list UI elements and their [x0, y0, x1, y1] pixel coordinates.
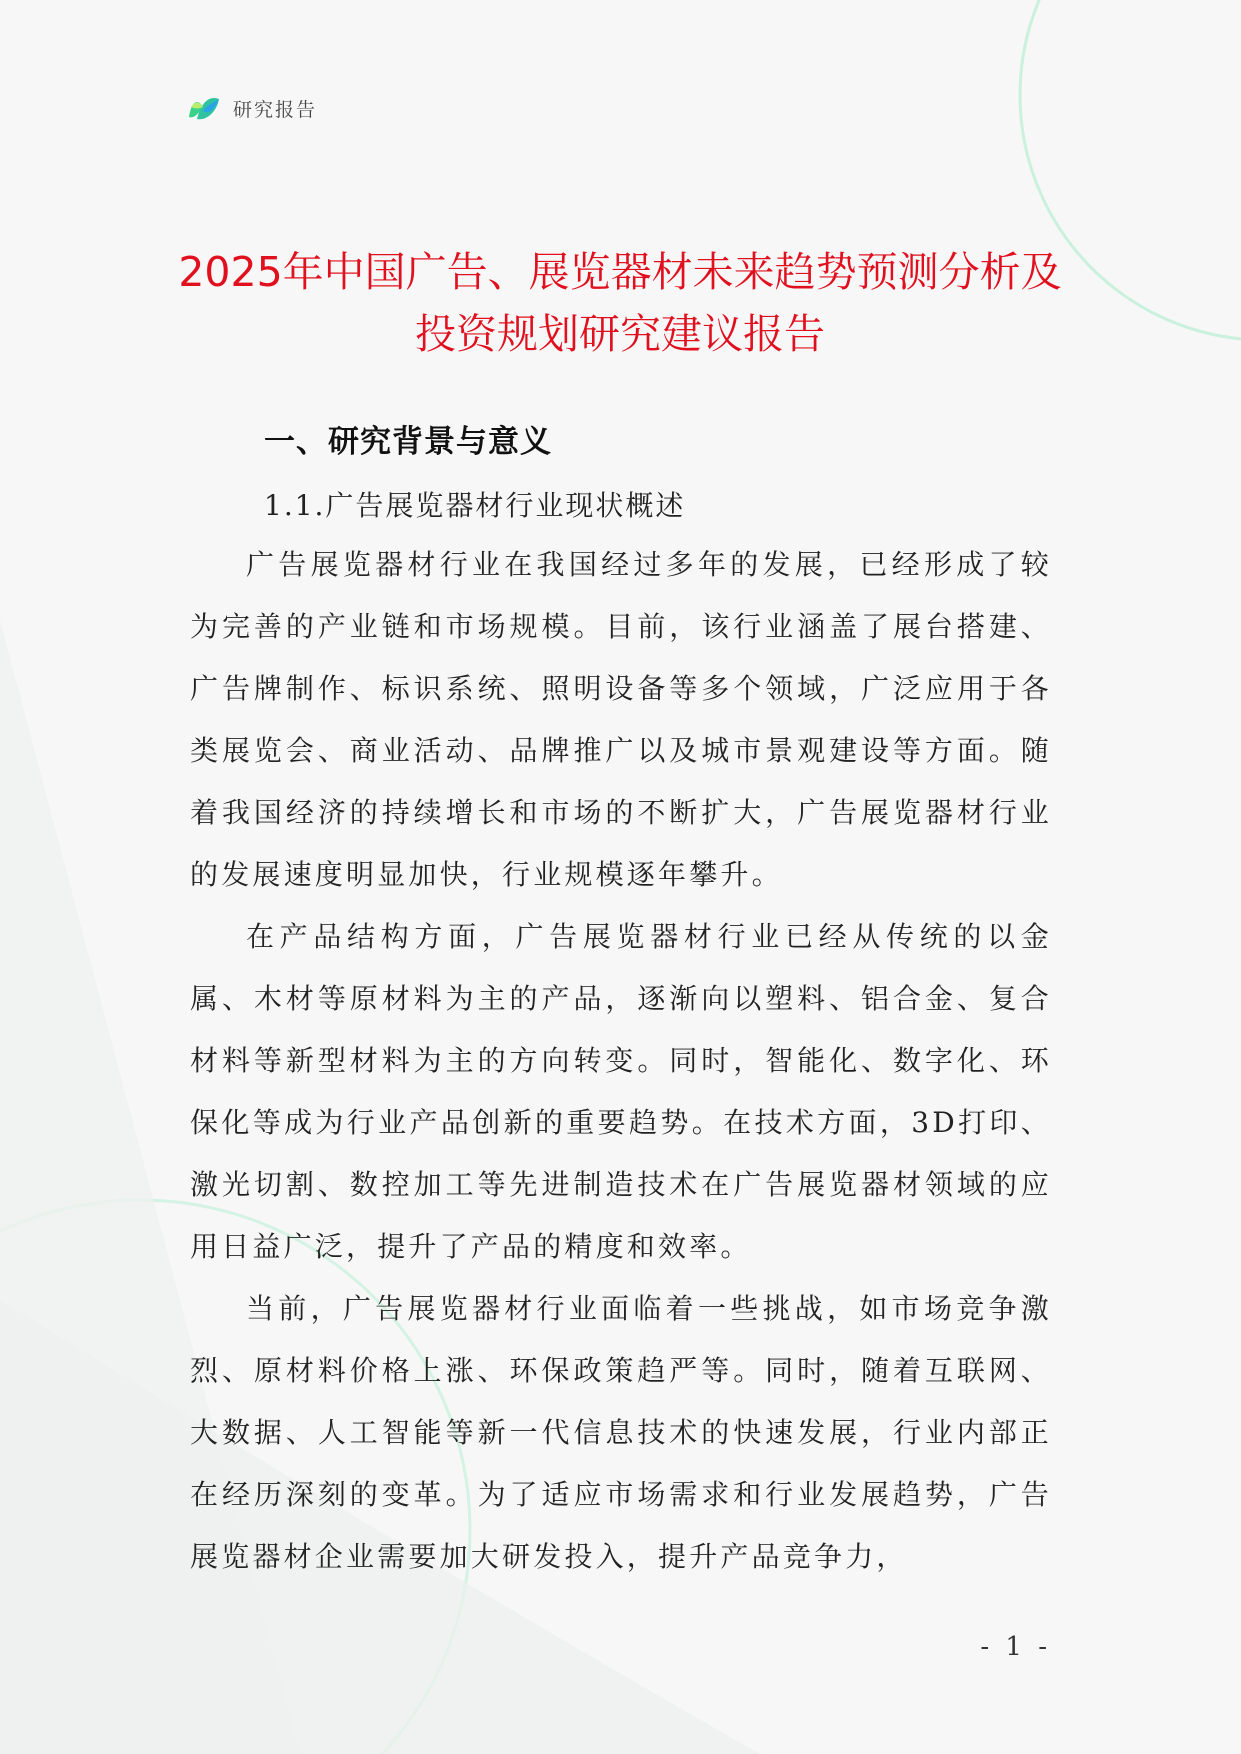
brand-leaf-logo-icon [187, 93, 221, 123]
section-subheading: 1.1.广告展览器材行业现状概述 [264, 489, 686, 522]
body-text [190, 534, 1052, 1588]
report-header [187, 88, 317, 128]
header-label: 研究报告 [233, 98, 318, 121]
section-heading: 一、研究背景与意义 [264, 424, 552, 460]
paragraph-1: 广告展览器材行业在我国经过多年的发展，已经形成了较为完善的产业链和市场规模。目前，该行业涵盖了展台搭建、广告牌制作、标识系统、照明设备等多个领域，广泛应用于各类展览会、商业活动、品牌推广以及城市景观建设等方面。随着我国经济的持续增长和市场的不断扩大，广告展览器材行业的发展速度明显加快，行业规模逐年攀升。 [190, 548, 1052, 891]
paragraph-3: 当前，广告展览器材行业面临着一些挑战，如市场竞争激烈、原材料价格上涨、环保政策趋严等。同时，随着互联网、大数据、人工智能等新一代信息技术的快速发展，行业内部正在经历深刻的变革。为了适应市场需求和行业发展趋势，广告展览器材企业需要加大研发投入，提升产品竞争力， [190, 1292, 1052, 1573]
page-number: - 1 - [980, 1632, 1051, 1662]
paragraph-2: 在产品结构方面，广告展览器材行业已经从传统的以金属、木材等原材料为主的产品，逐渐向以塑料、铝合金、复合材料等新型材料为主的方向转变。同时，智能化、数字化、环保化等成为行业产品创新的重要趋势。在技术方面，3D打印、激光切割、数控加工等先进制造技术在广告展览器材领域的应用日益广泛，提升了产品的精度和效率。 [190, 920, 1052, 1263]
report-title: 2025年中国广告、展览器材未来趋势预测分析及投资规划研究建议报告 [178, 248, 1062, 359]
